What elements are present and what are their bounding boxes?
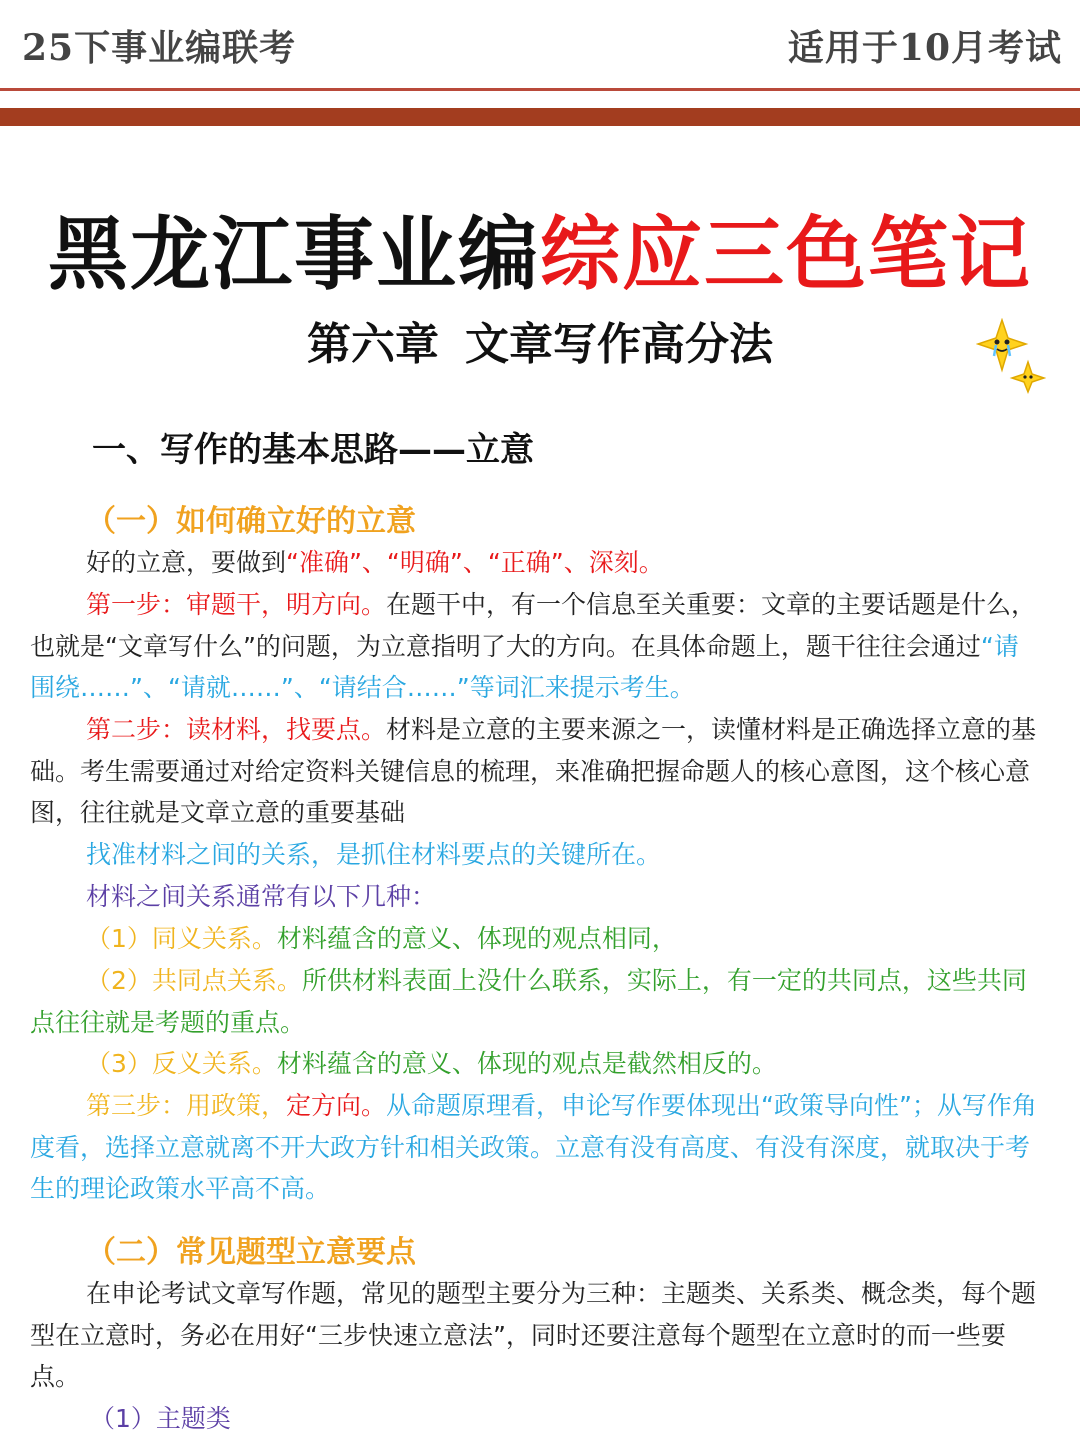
paragraph-relation-types: 材料之间关系通常有以下几种： — [86, 882, 437, 911]
page-title — [0, 190, 1080, 305]
paragraph-question-types: 在申论考试文章写作题，常见的题型主要分为三种：主题类、关系类、概念类，每个题型在立意时，务必在用好“三步快速立意法”，同时还要注意每个题型在立意时的而一些要点。 — [30, 1279, 1037, 1391]
antonym-label: （3）反义关系。 — [86, 1049, 277, 1078]
p1-emphasis: “准确”、“明确”、“正确”、深刻。 — [286, 548, 664, 577]
paragraph-step-3 — [30, 1085, 1042, 1210]
chapter-name: 文章写作高分法 — [465, 319, 773, 370]
step3-heading: 第三步：用政策， — [86, 1091, 287, 1120]
step2-heading: 第二步：读材料，找要点。 — [86, 715, 387, 744]
page-header — [0, 0, 1080, 88]
common-label: （2）共同点关系。 — [86, 966, 302, 995]
paragraph-relation-key: 找准材料之间的关系，是抓住材料要点的关键所在。 — [86, 840, 662, 869]
paragraph-common-relation — [30, 960, 1042, 1043]
chapter-number: 第六章 — [307, 319, 439, 370]
paragraph-step-2 — [30, 709, 1042, 834]
common-text: 所供材料表面上没什么联系，实际上，有一定的共同点，这些共同点往往就是考题的重点。 — [30, 966, 1027, 1037]
step1-hint: “请围绕……”、“请就……”、“请结合……”等词汇来提示考生。 — [30, 631, 1019, 702]
sparkle-icon — [976, 318, 1046, 394]
step1-text: 在题干中，有一个信息至关重要：文章的主要话题是什么，也就是“文章写什么”的问题，为立意指明了大的方向。在具体命题上，题干往往会通过 — [30, 590, 1037, 661]
header-divider-thick — [0, 108, 1080, 126]
chapter-title — [0, 308, 1080, 372]
header-exam-label: 25下事业编联考 — [22, 27, 297, 69]
step1-heading: 第一步：审题干，明方向。 — [86, 590, 387, 619]
subsection-heading-1: （一）如何确立好的立意 — [86, 504, 416, 539]
header-divider-thin — [0, 88, 1080, 91]
step3-text: 从命题原理看，申论写作要体现出“政策导向性”；从写作角度看，选择立意就离不开大政方针和相关政策。立意有没有高度、有没有深度，就取决于考生的理论政策水平高不高。 — [30, 1091, 1037, 1203]
paragraph-step-1 — [30, 584, 1042, 709]
step3-direction: 定方向。 — [286, 1091, 387, 1120]
title-part-red: 综应三色笔记 — [540, 208, 1032, 301]
title-part-black: 黑龙江事业编 — [48, 208, 540, 301]
synonym-label: （1）同义关系。 — [86, 924, 277, 953]
synonym-text: 材料蕴含的意义、体现的观点相同， — [276, 924, 677, 953]
header-exam-date: 适用于10月考试 — [787, 27, 1062, 69]
step2-text: 材料是立意的主要来源之一，读懂材料是正确选择立意的基础。考生需要通过对给定资料关键信息的梳理，来准确把握命题人的核心意图，这个核心意图，往往就是文章立意的重要基础 — [30, 715, 1037, 827]
paragraph-synonym-relation — [30, 918, 1042, 960]
paragraph-theme-type: （1）主题类 — [90, 1404, 231, 1433]
subsection-heading-2: （二）常见题型立意要点 — [86, 1235, 416, 1270]
section-heading: 一、写作的基本思路——立意 — [92, 430, 534, 470]
antonym-text: 材料蕴含的意义、体现的观点是截然相反的。 — [276, 1049, 777, 1078]
p1-text: 好的立意，要做到 — [86, 548, 287, 577]
paragraph-antonym-relation — [30, 1043, 1042, 1085]
paragraph-1 — [30, 542, 1042, 584]
